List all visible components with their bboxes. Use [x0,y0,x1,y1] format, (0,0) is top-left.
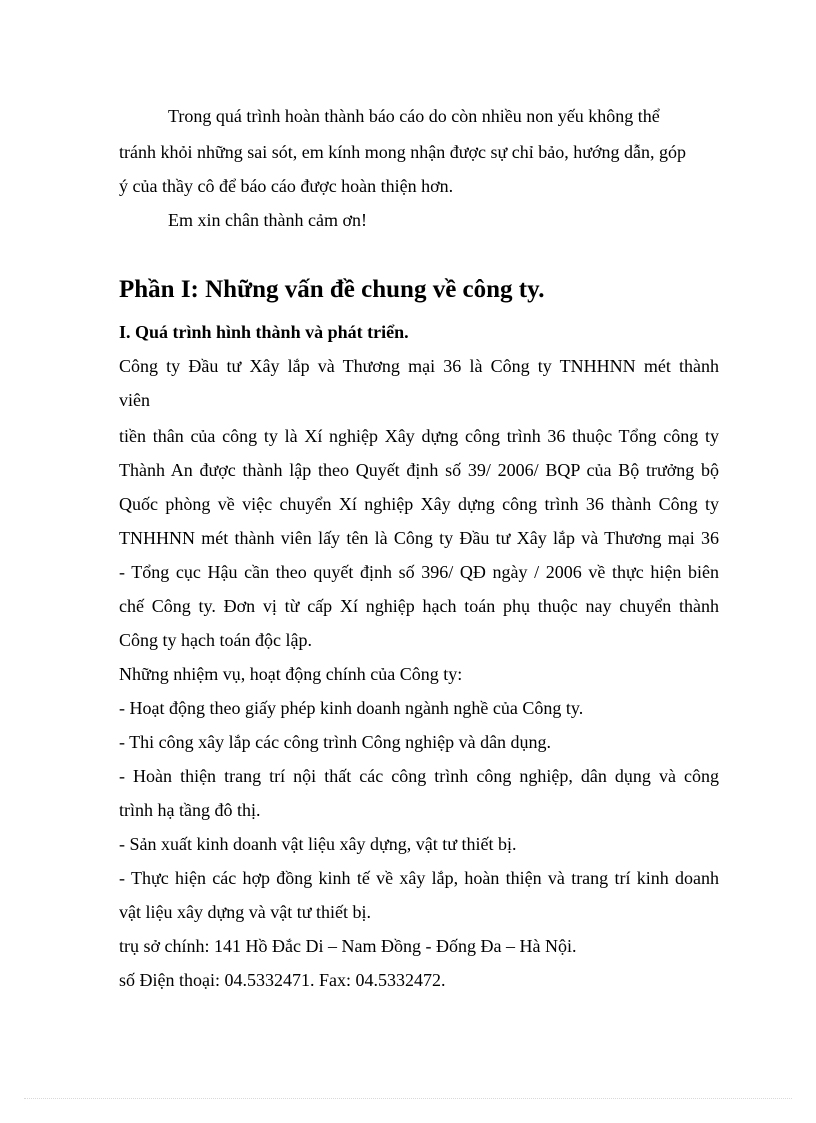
closing-line-3: ý của thầy cô để báo cáo được hoàn thiện hơn. [119,176,454,196]
duties-heading: Những nhiệm vụ, hoạt động chính của Công ty: [119,664,463,684]
duty-item-3-cont: trình hạ tầng đô thị. [119,800,261,820]
intro-line-3: tiền thân của công ty là Xí nghiệp Xây dựng công trình 36 thuộc Tổng công ty [119,426,719,446]
closing-thanks: Em xin chân thành cảm ơn! [168,210,367,230]
closing-line-1: Trong quá trình hoàn thành báo cáo do còn nhiều non yếu không thể [168,106,660,126]
intro-line-7: - Tổng cục Hậu cần theo quyết định số 396/ QĐ ngày / 2006 về thực hiện biên [119,562,719,582]
contact-line: số Điện thoại: 04.5332471. Fax: 04.5332472. [119,970,446,990]
closing-line-2: tránh khỏi những sai sót, em kính mong nhận được sự chỉ bảo, hướng dẫn, góp [119,142,686,162]
part-title: Phần I: Những vấn đề chung về công ty. [119,276,545,303]
duty-item-5-cont: vật liệu xây dựng và vật tư thiết bị. [119,902,371,922]
duty-item-5: - Thực hiện các hợp đồng kinh tế về xây lắp, hoàn thiện và trang trí kinh doanh [119,868,719,888]
intro-line-8: chế Công ty. Đơn vị từ cấp Xí nghiệp hạch toán phụ thuộc nay chuyển thành [119,596,719,616]
duty-item-2: - Thi công xây lắp các công trình Công nghiệp và dân dụng. [119,732,552,752]
intro-line-1: Công ty Đầu tư Xây lắp và Thương mại 36 là Công ty TNHHNN mét thành [119,356,719,376]
duty-item-1: - Hoạt động theo giấy phép kinh doanh ngành nghề của Công ty. [119,698,584,718]
section-title: I. Quá trình hình thành và phát triển. [119,322,409,342]
address-line: trụ sở chính: 141 Hồ Đắc Di – Nam Đồng - Đống Đa – Hà Nội. [119,936,577,956]
intro-line-2: viên [119,390,150,410]
intro-line-5: Quốc phòng về việc chuyển Xí nghiệp Xây dựng công trình 36 thành Công ty [119,494,719,514]
intro-line-9: Công ty hạch toán độc lập. [119,630,312,650]
intro-line-4: Thành An được thành lập theo Quyết định số 39/ 2006/ BQP của Bộ trưởng bộ [119,460,719,480]
duty-item-4: - Sản xuất kinh doanh vật liệu xây dựng, vật tư thiết bị. [119,834,517,854]
duty-item-3: - Hoàn thiện trang trí nội thất các công trình công nghiệp, dân dụng và công [119,766,719,786]
intro-line-6: TNHHNN mét thành viên lấy tên là Công ty Đầu tư Xây lắp và Thương mại 36 [119,528,719,548]
page-bottom-rule [24,1098,792,1099]
